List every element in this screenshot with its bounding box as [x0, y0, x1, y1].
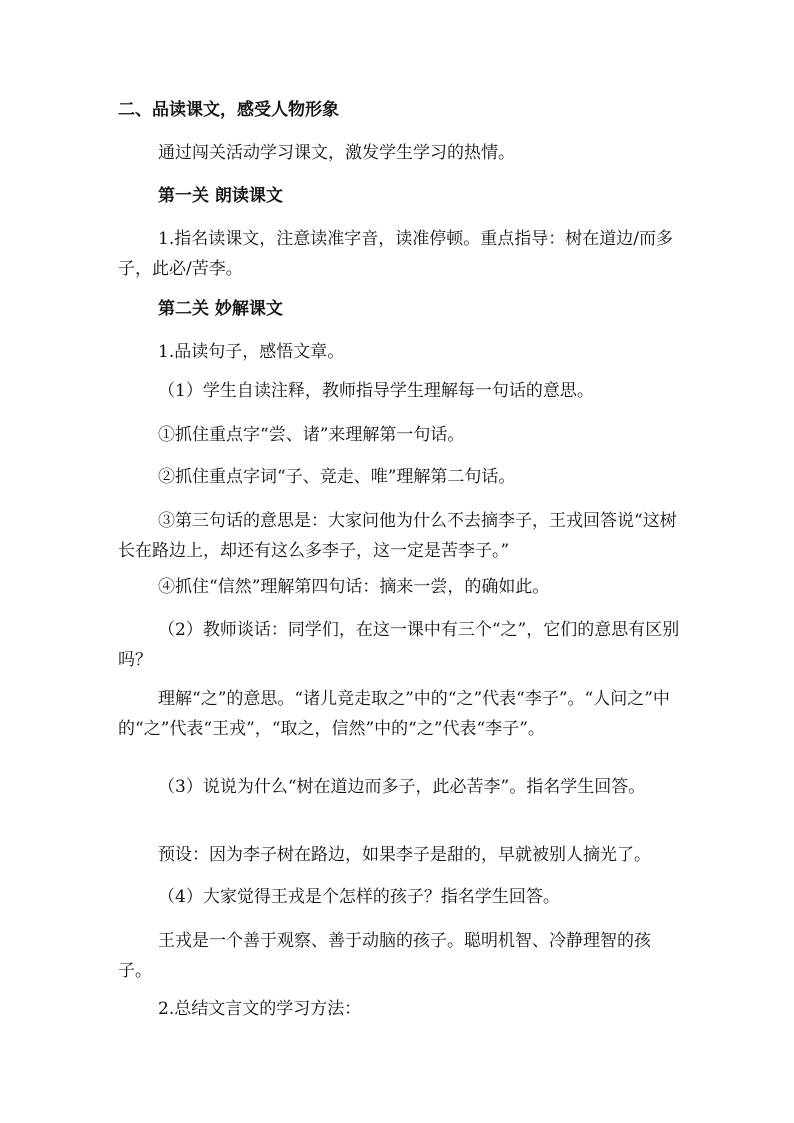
sub-question-3: （3）说说为什么“树在道边而多子，此必苦李”。指名学生回答。 [158, 777, 646, 797]
point-1: ①抓住重点字“尝、诸”来理解第一句话。 [158, 425, 465, 445]
explanation-paragraph: 理解“之”的意思。“诸儿竞走取之”中的“之”代表“李子”。“人问之”中的“之”代表“王戎”，“取之，信然”中的“之”代表“李子”。 [118, 689, 670, 739]
level1-title: 第一关 朗读课文 [158, 186, 283, 206]
sub-question-1: （1）学生自读注释，教师指导学生理解每一句话的意思。 [158, 381, 594, 401]
level2-item1: 1.品读句子，感悟文章。 [158, 342, 345, 362]
point-2: ②抓住重点字词“子、竞走、唯”理解第二句话。 [158, 467, 516, 487]
sub-question-4: （4）大家觉得王戎是个怎样的孩子？指名学生回答。 [158, 887, 560, 907]
section-title: 二、品读课文，感受人物形象 [118, 100, 339, 120]
intro-paragraph: 通过闯关活动学习课文，激发学生学习的热情。 [158, 143, 515, 163]
level2-item2: 2.总结文言文的学习方法： [158, 999, 362, 1019]
sub-question-2: （2）教师谈话：同学们，在这一课中有三个“之”，它们的意思有区别吗？ [118, 620, 680, 670]
level2-title: 第二关 妙解课文 [158, 299, 283, 319]
point-4: ④抓住“信然”理解第四句话：摘来一尝，的确如此。 [158, 577, 550, 597]
level1-item1: 1.指名读课文，注意读准字音，读准停顿。重点指导：树在道边/而多子，此必/苦李。 [118, 229, 673, 279]
point-3: ③第三句话的意思是：大家问他为什么不去摘李子，王戎回答说“这树长在路边上，却还有这么多李子，这一定是苦李子。” [118, 511, 677, 561]
preset-answer: 预设：因为李子树在路边，如果李子是甜的，早就被别人摘光了。 [158, 845, 651, 865]
answer-paragraph: 王戎是一个善于观察、善于动脑的孩子。聪明机智、冷静理智的孩子。 [118, 931, 651, 981]
